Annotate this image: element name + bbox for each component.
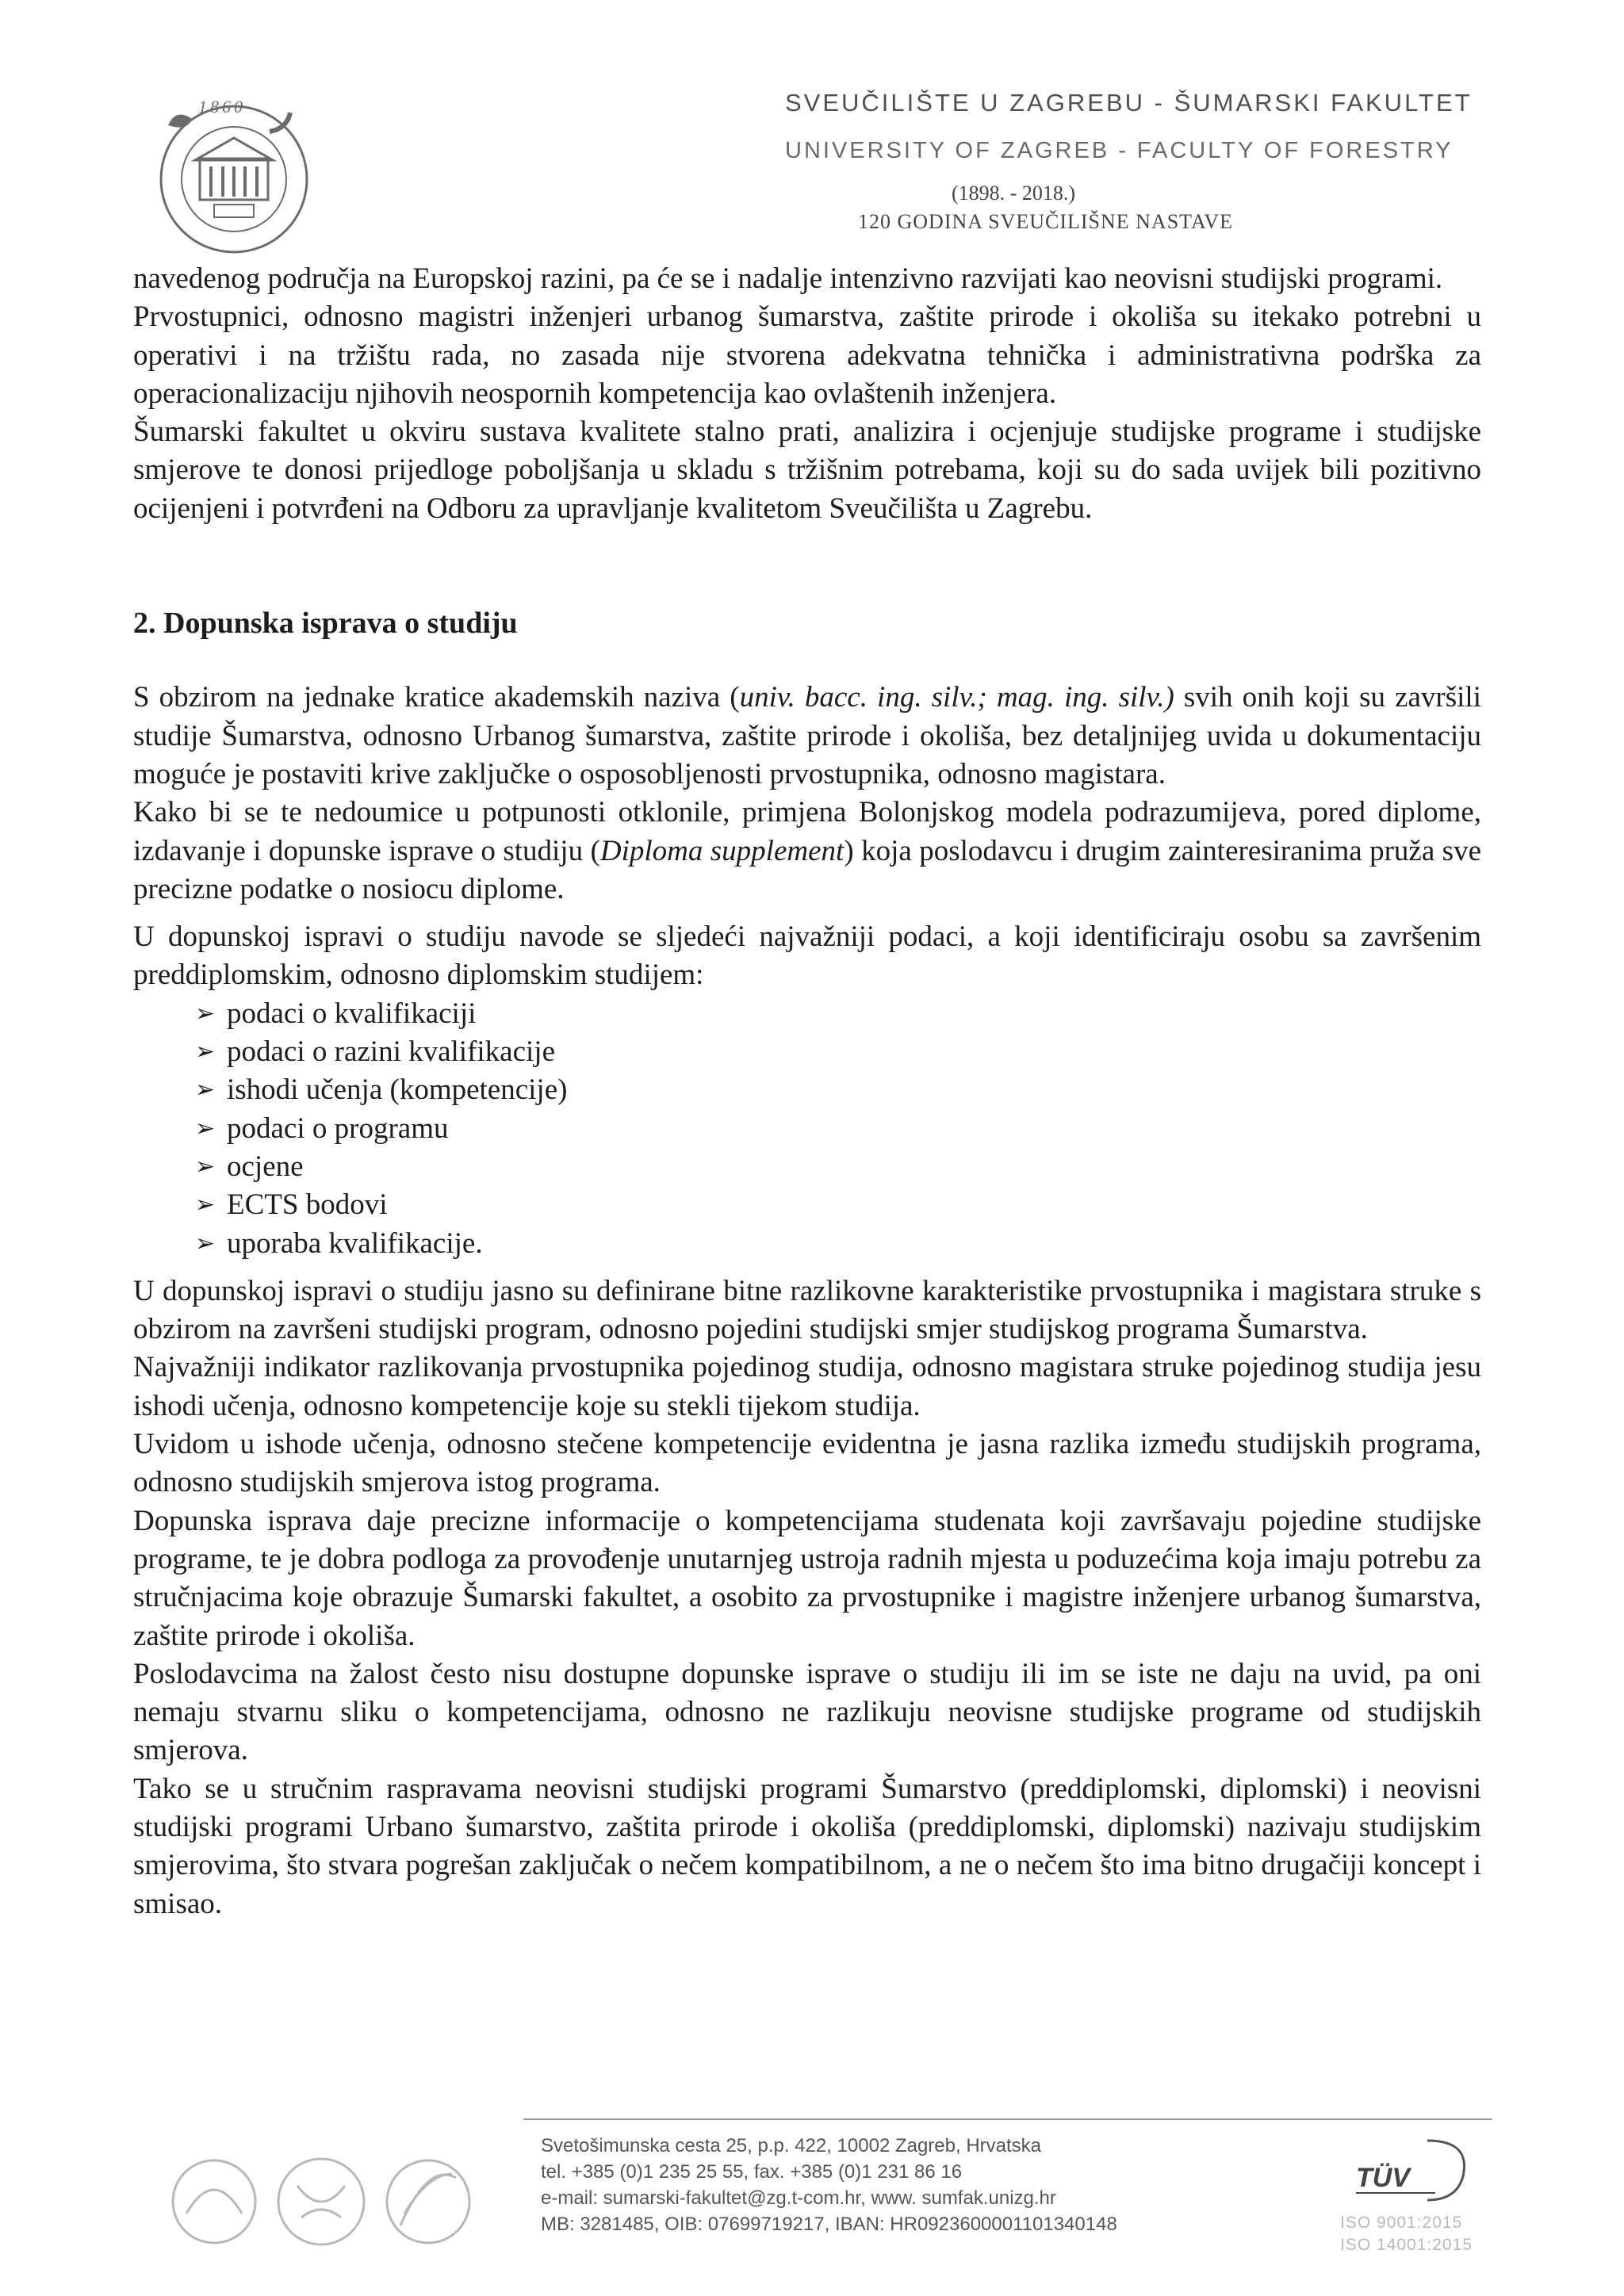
list-item: ➢ ishodi učenja (kompetencije) <box>133 1071 1481 1109</box>
tuv-label: TÜV <box>1356 2163 1410 2193</box>
paragraph: navedenog područja na Europskoj razini, pa će se i nadalje intenzivno razvijati kao neovisni studijski programi. <box>133 262 1443 295</box>
footer-ids: MB: 3281485, OIB: 07699719217, IBAN: HR0923600001101340148 <box>541 2214 1117 2235</box>
footer-contact <box>541 2133 1117 2237</box>
footer-emblems-icon <box>163 2150 496 2253</box>
paragraph <box>133 794 1481 909</box>
header-years: (1898. - 2018.) <box>952 182 1075 205</box>
paragraph: Prvostupnici, odnosno magistri inženjeri urbanog šumarstva, zaštite prirode i okoliša su itekako potrebni u operativi i na tržištu rada, no zasada nije stvorena adekvatna tehnička i administrativna podrška za operacionalizaciju njihovih neospornih kompetencija kao ovlaštenih inženjera. <box>133 300 1481 410</box>
paragraph: Dopunska isprava daje precizne informacije o kompetencijama studenata koji završavaju pojedine studijske programe, te je dobra podloga za provođenje unutarnjeg ustroja radnih mjesta u poduzećima koja imaju potrebu za stručnjacima koje obrazuje Šumarski fakultet, a osobito za prvostupnike i magistre inženjere urbanog šumarstva, zaštite prirode i okoliša. <box>133 1504 1481 1652</box>
tuv-certification-icon <box>1340 2133 1475 2212</box>
paragraph: Poslodavcima na žalost često nisu dostupne dopunske isprave o studiju ili im se iste ne daju na uvid, pa oni nemaju stvarnu sliku o kompetencijama, odnosno ne razlikuju neovisne studijske programe od studijskih smjerova. <box>133 1657 1481 1767</box>
list-item: ➢ ocjene <box>133 1148 1481 1186</box>
document-body <box>133 260 1481 1923</box>
paragraph: U dopunskoj ispravi o studiju jasno su definirane bitne razlikovne karakteristike prvostupnika i magistara struke s obzirom na završeni studijski program, odnosno pojedini studijski smjer studijskog programa Šumarstva. <box>133 1274 1481 1346</box>
footer-address: Svetošimunska cesta 25, p.p. 422, 10002 Zagreb, Hrvatska <box>541 2135 1042 2156</box>
footer-email: e-mail: sumarski-fakultet@zg.t-com.hr, www. sumfak.unizg.hr <box>541 2187 1056 2209</box>
emphasis-text: Diploma supplement <box>599 834 845 867</box>
paragraph: Šumarski fakultet u okviru sustava kvalitete stalno prati, analizira i ocjenjuje studijske programe i studijske smjerove te donosi prijedloge poboljšanja u skladu s tržišnim potrebama, koji su do sada uvijek bili pozitivno ocijenjeni i potvrđeni na Odboru za upravljanje kvalitetom Sveučilišta u Zagrebu. <box>133 415 1481 525</box>
section-heading: 2. Dopunska isprava o studiju <box>133 607 518 641</box>
list-item: ➢ podaci o kvalifikaciji <box>133 995 1481 1033</box>
paragraph: Najvažniji indikator razlikovanja prvostupnika pojedinog studija, odnosno magistara struke pojedinog studija jesu ishodi učenja, odnosno kompetencije koje su stekli tijekom studija. <box>133 1351 1481 1422</box>
paragraph <box>133 679 1481 794</box>
faculty-letterhead <box>785 89 1483 234</box>
list-item: ➢ podaci o razini kvalifikacije <box>133 1033 1481 1071</box>
footer-phone: tel. +385 (0)1 235 25 55, fax. +385 (0)1 231 86 16 <box>541 2161 963 2183</box>
paragraph-text: svih onih koji su završili studije Šumarstva, odnosno Urbanog šumarstva, zaštite prirode i okoliša, bez detaljnijeg uvida u dokumentaciju moguće je postaviti krive zaključke o osposobljenosti prvostupnika, odnosno magistara. <box>133 681 1481 790</box>
header-tagline: 120 GODINA SVEUČILIŠNE NASTAVE <box>858 210 1234 233</box>
paragraph-text: ) koja poslodavcu i drugim zainteresiranima pruža sve precizne podatke o nosiocu diplome. <box>133 834 1481 905</box>
paragraph-text: Kako bi se te nedoumice u potpunosti otklonile, primjena Bolonjskog modela podrazumijeva, pored diplome, izdavanje i dopunske isprave o studiju ( <box>133 796 1481 867</box>
header-line-croatian: SVEUČILIŠTE U ZAGREBU - ŠUMARSKI FAKULTET <box>785 89 1473 117</box>
bullet-list <box>133 995 1481 1263</box>
list-item: ➢ uporaba kvalifikacije. <box>133 1225 1481 1263</box>
footer-divider <box>523 2118 1492 2120</box>
abbreviation-text: univ. bacc. ing. silv.; mag. ing. silv.) <box>739 681 1174 714</box>
paragraph: Uvidom u ishode učenja, odnosno stečene kompetencije evidentna je jasna razlika između studijskih programa, odnosno studijskih smjerova istog programa. <box>133 1428 1481 1499</box>
list-item: ➢ podaci o programu <box>133 1110 1481 1148</box>
paragraph: Tako se u stručnim raspravama neovisni studijski programi Šumarstvo (preddiplomski, diplomski) i neovisni studijski programi Urbano šumarstvo, zaštita prirode i okoliša (preddiplomski, diplomski) nazivaju studijskim smjerovima, što stvara pogrešan zaključak o nečem kompatibilnom, a ne o nečem što ima bitno drugačiji koncept i smisao. <box>133 1772 1481 1920</box>
seal-year: 1860 <box>198 97 246 117</box>
iso-certifications <box>1340 2212 1473 2256</box>
paragraph: U dopunskoj ispravi o studiju navode se sljedeći najvažniji podaci, a koji identificiraju osobu sa završenim preddiplomskim, odnosno diplomskim studijem: <box>133 920 1481 992</box>
iso-9001: ISO 9001:2015 <box>1340 2214 1463 2232</box>
paragraph-text: S obzirom na jednake kratice akademskih naziva ( <box>133 681 740 714</box>
university-seal-icon <box>151 94 317 260</box>
iso-14001: ISO 14001:2015 <box>1340 2236 1473 2254</box>
list-item: ➢ ECTS bodovi <box>133 1186 1481 1224</box>
header-line-english: UNIVERSITY OF ZAGREB - FACULTY OF FORESTRY <box>785 138 1454 163</box>
